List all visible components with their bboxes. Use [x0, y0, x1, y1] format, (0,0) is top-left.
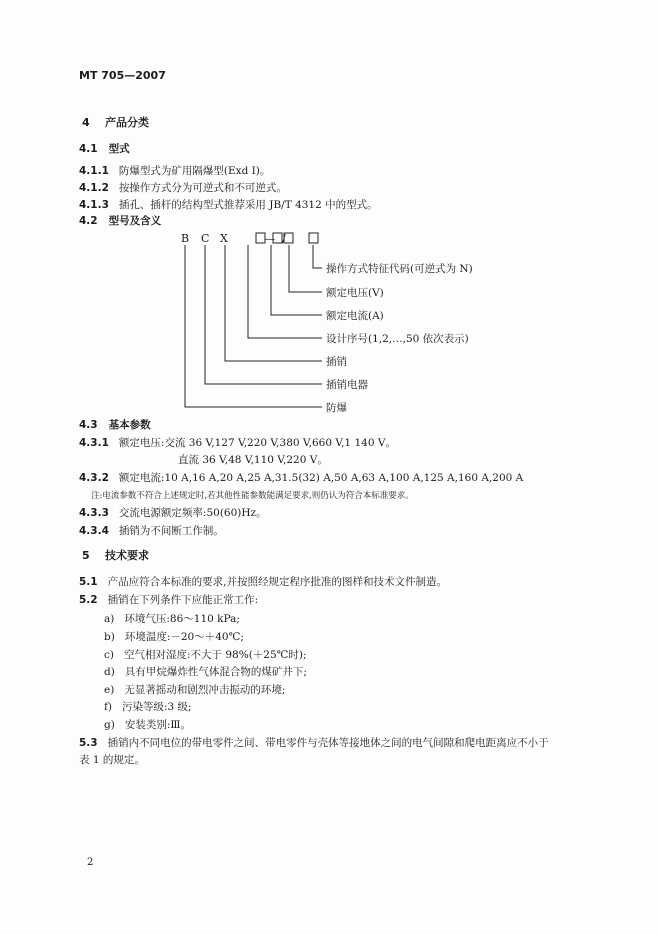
code-box	[309, 233, 318, 243]
section-number: 4.2	[79, 215, 98, 227]
list-item	[104, 664, 307, 679]
model-label: 插销电器	[326, 379, 368, 391]
section-5-heading	[82, 547, 149, 563]
model-slash: /	[282, 232, 286, 245]
list-item-text: 安装类别:Ⅲ。	[124, 719, 192, 731]
clause-number: 4.1.2	[79, 182, 109, 194]
clause-5-2	[79, 592, 258, 607]
section-title: 基本参数	[108, 419, 151, 431]
list-item-label: c)	[104, 649, 114, 661]
model-label: 设计序号(1,2,…,50 依次表示)	[326, 333, 469, 345]
clause-4-3-3	[79, 505, 267, 520]
model-label: 额定电流(A)	[326, 310, 384, 322]
model-letter: C	[201, 232, 210, 245]
leader-line	[225, 245, 322, 361]
list-item-text: 具有甲烷爆炸性气体混合物的煤矿井下;	[124, 666, 307, 678]
list-item-label: f)	[104, 701, 112, 713]
clause-text: 额定电流:10 A,16 A,20 A,25 A,31.5(32) A,50 A,63 A,100 A,125 A,160 A,200 A	[118, 472, 524, 484]
list-item-label: a)	[104, 613, 115, 625]
clause-4-3-1-continued: 直流 36 V,48 V,110 V,220 V。	[178, 454, 328, 466]
model-label: 操作方式特征代码(可逆式为 N)	[326, 263, 473, 275]
clause-number: 4.3.2	[79, 472, 109, 484]
model-letter: B	[181, 232, 190, 245]
clause-text: 插孔、插杆的结构型式推荐采用 JB/T 4312 中的型式。	[118, 199, 378, 211]
clause-4-3-1	[79, 435, 396, 450]
list-item-text: 空气相对湿度:不大于 98%(＋25℃时);	[124, 649, 307, 661]
clause-number: 5.1	[79, 576, 98, 588]
list-item-label: b)	[104, 631, 115, 643]
clause-text: 插销在下列条件下应能正常工作:	[107, 594, 259, 606]
list-item-text: 环境温度:－20～＋40℃;	[124, 631, 244, 643]
section-number: 5	[82, 549, 90, 562]
clause-number: 4.3.4	[79, 525, 109, 537]
leader-line	[185, 245, 322, 407]
clause-number: 4.1.3	[79, 199, 109, 211]
list-item-label: e)	[104, 684, 115, 696]
list-item-text: 环境气压:86～110 kPa;	[124, 613, 240, 625]
clause-5-1	[79, 574, 447, 589]
clause-text: 插销为不间断工作制。	[118, 525, 224, 537]
clause-number: 5.2	[79, 594, 98, 606]
list-item-label: d)	[104, 666, 115, 678]
document-header: MT 705—2007	[79, 69, 166, 82]
section-title: 技术要求	[104, 549, 149, 562]
model-label: 插销	[326, 356, 347, 368]
note-text: 注:电流参数不符合上述规定时,若其他性能参数能满足要求,则仍认为符合本标准要求。	[91, 491, 414, 501]
section-title: 型号及含义	[108, 215, 162, 227]
clause-number: 5.3	[79, 737, 98, 749]
code-box	[256, 233, 265, 243]
section-number: 4.1	[79, 143, 98, 155]
clause-number: 4.3.1	[79, 437, 109, 449]
model-label: 额定电压(V)	[326, 287, 384, 299]
page-number: 2	[87, 857, 94, 868]
clause-text: 插销内不同电位的带电零件之间、带电零件与壳体等接地体之间的电气间隙和爬电距离应不小于	[107, 737, 549, 749]
section-number: 4.3	[79, 419, 98, 431]
clause-text: 额定电压:交流 36 V,127 V,220 V,380 V,660 V,1 140 V。	[118, 437, 396, 449]
clause-number: 4.1.1	[79, 165, 109, 177]
clause-text: 产品应符合本标准的要求,并按照经规定程序批准的图样和技术文件制造。	[107, 576, 447, 588]
section-title: 产品分类	[104, 116, 149, 129]
list-item	[104, 611, 240, 626]
list-item	[104, 699, 192, 714]
list-item	[104, 629, 244, 644]
list-item-label: g)	[104, 719, 115, 731]
list-item-text: 无显著摇动和剧烈冲击振动的环境;	[124, 684, 286, 696]
clause-4-3-4	[79, 523, 224, 538]
list-item-text: 污染等级:3 级;	[122, 701, 192, 713]
model-dash: —	[265, 234, 275, 245]
clause-5-3-continued: 表 1 的规定。	[79, 754, 145, 766]
leader-line	[271, 245, 322, 315]
model-designation-diagram	[0, 0, 658, 420]
leader-line	[313, 245, 322, 268]
clause-number: 4.3.3	[79, 507, 109, 519]
section-4-3-heading	[79, 417, 151, 432]
clause-5-3	[79, 735, 549, 750]
list-item	[104, 647, 307, 662]
list-item	[104, 682, 285, 697]
clause-4-3-2	[79, 470, 523, 485]
section-number: 4	[82, 116, 90, 129]
list-item	[104, 717, 191, 732]
model-label: 防爆	[326, 402, 347, 414]
clause-text: 防爆型式为矿用隔爆型(Exd I)。	[118, 165, 271, 177]
clause-text: 按操作方式分为可逆式和不可逆式。	[118, 182, 287, 194]
model-letter: X	[220, 232, 228, 245]
clause-text: 交流电源额定频率:50(60)Hz。	[118, 507, 267, 519]
section-title: 型式	[108, 143, 130, 155]
